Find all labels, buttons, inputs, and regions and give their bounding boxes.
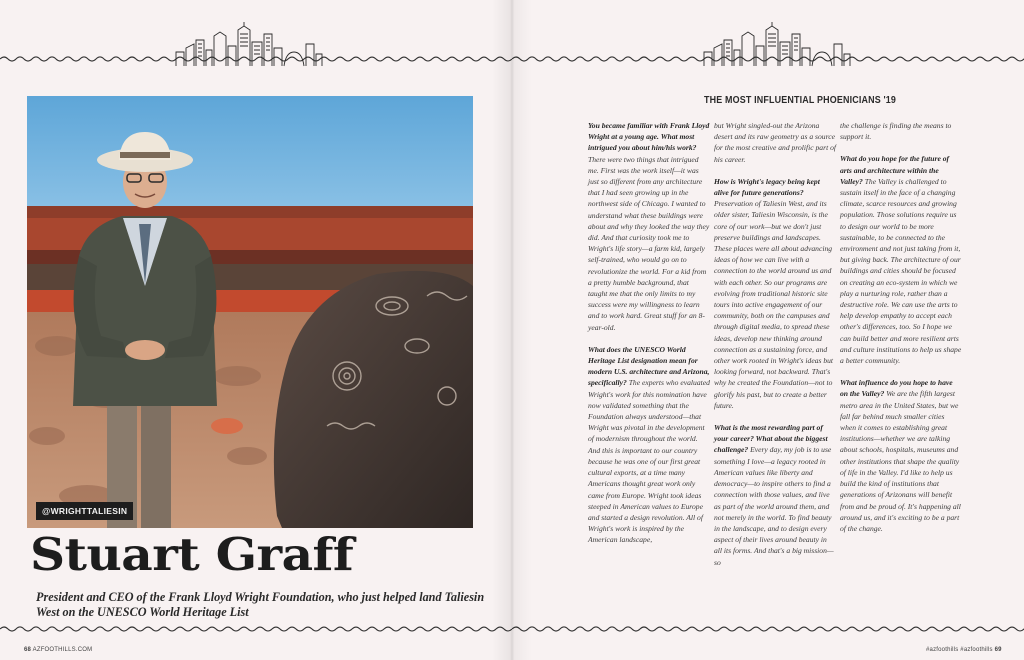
continued-text: the challenge is finding the means to support it. <box>840 121 952 142</box>
section-label-right: THE MOST INFLUENTIAL PHOENICIANS '19 <box>704 94 897 106</box>
question: What do you hope for the future of arts and architecture within the Valley? <box>840 154 950 186</box>
qa-block <box>714 422 836 568</box>
profile-name: Stuart Graff <box>30 528 354 581</box>
qa-block <box>714 176 836 411</box>
question: What influence do you hope to have on the Valley? <box>840 378 953 399</box>
qa-block <box>588 120 710 333</box>
question: How is Wright's legacy being kept alive for future generations? <box>714 176 820 198</box>
question: What is the most rewarding part of your career? What about the biggest challenge? <box>714 423 828 455</box>
answer: There were two things that intrigued me. First was the work itself—it was just so different from any architecture that I had seen growing up in the northwest side of Chicago. I wanted to understand what these buildings were about and why they looked the way they did. And that curiosity took me to Wright's life story—a farm kid, largely self-trained, who would go on to revolutionize the world. For a kid from a pretty humble background, that taught me that the only limits to my success were my willingness to learn and to work hard. Great stuff for an 8-year-old. <box>588 154 710 332</box>
qa-block <box>840 377 962 534</box>
city-skyline-icon <box>702 22 852 68</box>
qa-block <box>840 153 962 366</box>
continued-text: but Wright singled-out the Arizona desert and its raw geometry as a source for the most creative and prolific part of his career. <box>714 121 836 164</box>
city-skyline-icon <box>174 22 324 68</box>
footer-wave-right <box>512 624 1024 634</box>
footer-right <box>926 647 1002 653</box>
site-name: AZFOOTHILLS.COM <box>32 647 93 653</box>
question: What does the UNESCO World Heritage List designation mean for modern U.S. architecture and Arizona, specifically? <box>588 344 710 388</box>
article-column-3 <box>840 120 962 545</box>
answer: We are the fifth largest metro area in the United States, but we fall far behind much smaller cities when it comes to establishing great institutions—whether we are talking about schools, hospitals, museums and other institutions that shape the quality of life in the Valley. I'd like to help us build the kind of institutions that generations of Arizonans will benefit from and be proud of. It's happening all around us, and it's exciting to be a part of the change. <box>840 389 961 533</box>
right-page <box>512 0 1024 660</box>
hashtags: #azfoothills #azfoothills <box>926 647 993 653</box>
footer-wave-left <box>0 624 512 634</box>
footer-left <box>24 647 92 653</box>
article-column-2 <box>714 120 836 579</box>
profile-subtitle: President and CEO of the Frank Lloyd Wright Foundation, who just helped land Taliesin West on the UNESCO World Heritage List <box>36 590 485 619</box>
question: You became familiar with Frank Lloyd Wright at a young age. What most intrigued you about him/his work? <box>588 121 710 153</box>
photo-credit-handle: @WRIGHTTALIESIN <box>36 502 133 520</box>
article-column-1 <box>588 120 710 557</box>
answer: Every day, my job is to use something I love—a legacy rooted in American values like liberty and democracy—to inspire others to find a connection with those values, and live as part of the world around them, and not merely in the world. To find beauty in the landscape, and to design every aspect of their lives around beauty in all its forms. And that's a big mission—so <box>714 445 834 567</box>
spread-gutter <box>492 0 532 660</box>
answer: The experts who evaluated Wright's work for this nomination have now validated something that the Foundation always understood—that Wright was pivotal in the development of modernism throughout the world. And this is important to our country because he was one of our first great cultural exports, at a time many Americans thought great work only came from Europe. Wright took ideas steeped in American values to Europe and started a design revolution. All of Wright's work is inspired by the American landscape, <box>588 378 710 545</box>
page-number-left: 68 <box>24 647 32 653</box>
qa-block <box>588 344 710 546</box>
answer: Preservation of Taliesin West, and its older sister, Taliesin Wisconsin, is the core of our work—but we don't just preserve buildings and landscapes. These places were all about advancing ideas of how we can live with a connection to the world around us and with each other. So our programs are evolving from traditional historic site tours into active engagement of our community, both on the campuses and through digital media, to spread these ideas, develop new thinking around connection as a sustaining force, and other work rooted in Wright's ideas but looking forward, not backward. That's why he created the Foundation—not to glorify his past, but to create a better future. <box>714 199 834 410</box>
right-header <box>512 22 1024 106</box>
page-number-right: 69 <box>994 647 1002 653</box>
left-header <box>0 22 512 92</box>
portrait-photo <box>27 96 473 528</box>
answer: The Valley is challenged to sustain itself in the face of a changing climate, scarce resources and growing population. Those solutions require us to design our world to be more sustainable, to be connected to the environment and not just taking from it, but giving back. The architecture of our buildings and cities should be focused on creating an eco-system in which we play a nurturing role, rather than a destructive role. We can use the arts to help develop empathy to accept each other's differences, too. So I hope we can build better and more resilient arts and culture institutions to help us shape a better community. <box>840 176 962 366</box>
